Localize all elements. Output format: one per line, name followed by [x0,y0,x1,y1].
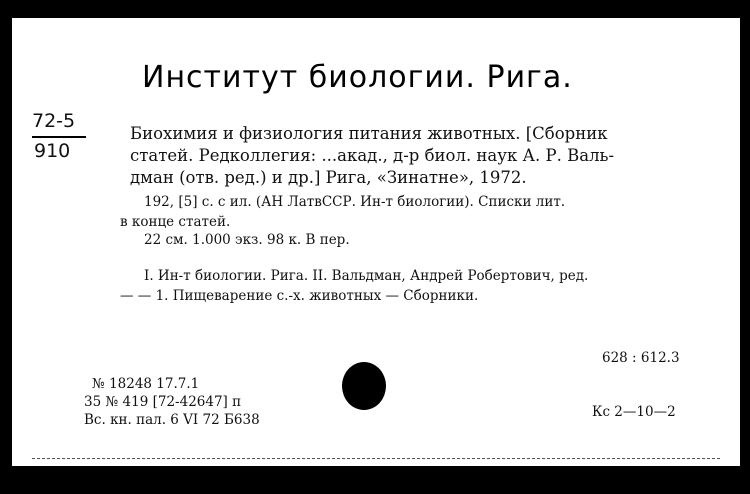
card-code: Кс 2—10—2 [592,404,676,420]
call-number-top: 72-5 [32,110,76,132]
handwritten-header: Институт биологии. Рига. [142,60,573,95]
title-line-1: Биохимия и физиология питания животных. [Сборник [130,124,608,143]
description-line-3: 22 см. 1.000 экз. 98 к. В пер. [144,232,350,248]
catalog-card [12,18,740,466]
description-line-2: в конце статей. [120,214,231,230]
tracing-line-2: — — 1. Пищеварение с.-х. животных — Сборники. [120,288,479,304]
title-line-2: статей. Редколлегия: ...акад., д-р биол. наук А. Р. Валь- [130,146,615,165]
call-number-divider [32,136,86,138]
ink-blot [342,362,386,410]
title-line-3: дман (отв. ред.) и др.] Рига, «Зинатне», 1972. [130,168,527,187]
classification-number: 628 : 612.3 [602,350,680,366]
description-line-1: 192, [5] с. с ил. (АН ЛатвССР. Ин-т биологии). Списки лит. [144,194,566,210]
tracing-line-1: I. Ин-т биологии. Рига. II. Вальдман, Андрей Робертович, ред. [144,268,589,284]
card-bottom-rule [32,458,720,459]
registry-line-3: Вс. кн. пал. 6 VI 72 Б638 [84,412,260,428]
call-number-bottom: 910 [34,140,71,162]
registry-line-1: № 18248 17.7.1 [92,376,200,392]
registry-line-2: 35 № 419 [72-42647] п [84,394,242,410]
